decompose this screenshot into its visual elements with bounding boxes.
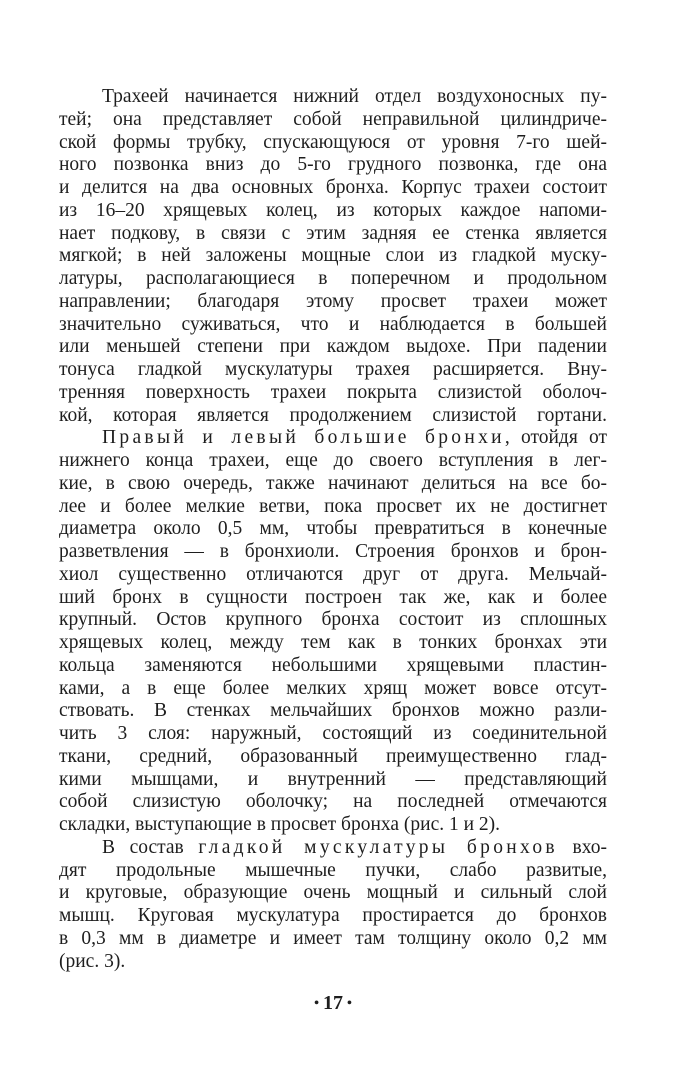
- text-line: [59, 268, 607, 291]
- text-segment: (рис. 3).: [59, 950, 126, 972]
- text-segment: дят продольные мышечные пучки, слабо развитые,: [59, 859, 607, 881]
- text-segment: ший бронх в сущности построен так же, как и более: [59, 586, 607, 608]
- text-line: [59, 336, 607, 359]
- page-text: [59, 86, 607, 973]
- text-line: [59, 245, 607, 268]
- text-segment: вхо-: [557, 836, 607, 858]
- text-line: [59, 814, 607, 837]
- text-line: [59, 541, 607, 564]
- text-segment: латуры, располагающиеся в поперечном и продольном: [59, 268, 607, 289]
- text-line: [59, 928, 607, 951]
- text-segment: ного позвонка вниз до 5-го грудного позвонка, где она: [59, 154, 607, 176]
- text-segment: лее и более мелкие ветви, пока просвет их не достигнет: [59, 495, 607, 517]
- text-line: [59, 359, 607, 382]
- text-segment: мышц. Круговая мускулатура простирается до бронхов: [59, 905, 607, 926]
- text-segment: мягкой; в ней заложены мощные слои из гладкой муску-: [59, 245, 607, 267]
- text-line: [59, 109, 607, 132]
- text-line: [59, 769, 607, 792]
- text-line: [59, 496, 607, 519]
- text-line: [59, 314, 607, 337]
- text-segment: чить 3 слоя: наружный, состоящий из соединительной: [59, 723, 607, 744]
- text-segment: кими мышцами, и внутренний — представляющий: [59, 768, 607, 790]
- text-segment: разветвления — в бронхиоли. Строения бронхов и брон-: [59, 541, 607, 562]
- text-line: [59, 450, 607, 473]
- letterspaced-text: Правый и левый большие бронхи: [102, 427, 505, 449]
- footer-bullet-right-icon: •: [347, 996, 352, 1011]
- text-segment: диаметра около 0,5 мм, чтобы превратиться в конечные: [59, 518, 607, 540]
- text-line: [59, 655, 607, 678]
- text-segment: значительно суживаться, что и наблюдается в большей: [59, 313, 607, 335]
- text-line: [59, 837, 607, 860]
- text-segment: или меньшей степени при каждом выдохе. При падении: [59, 336, 607, 358]
- page-number: [59, 991, 607, 1016]
- text-line: [59, 427, 607, 450]
- text-line: [59, 700, 607, 723]
- text-segment: и делится на два основных бронха. Корпус трахеи состоит: [59, 177, 607, 198]
- text-segment: в 0,3 мм в диаметре и имеет там толщину около 0,2 мм: [59, 927, 607, 949]
- text-segment: тей; она представляет собой неправильной цилиндриче-: [59, 108, 607, 130]
- text-segment: крупный. Остов крупного бронха состоит из сплошных: [59, 609, 607, 631]
- text-line: [59, 632, 607, 655]
- text-line: [59, 882, 607, 905]
- text-line: [59, 154, 607, 177]
- text-segment: направлении; благодаря этому просвет трахеи может: [59, 290, 607, 312]
- text-segment: ткани, средний, образованный преимущественно глад-: [59, 745, 607, 767]
- text-segment: ской формы трубку, спускающуюся от уровня 7-го шей-: [59, 131, 607, 153]
- text-line: [59, 177, 607, 200]
- text-line: [59, 905, 607, 928]
- text-segment: нижнего конца трахеи, еще до своего вступления в лег-: [59, 450, 607, 471]
- text-segment: хиол существенно отличаются друг от друга. Мельчай-: [59, 563, 607, 585]
- text-line: [59, 746, 607, 769]
- text-segment: , отойдя от: [504, 427, 607, 449]
- text-segment: и круговые, образующие очень мощный и сильный слой: [59, 882, 607, 904]
- text-line: [59, 132, 607, 155]
- text-line: [59, 200, 607, 223]
- text-line: [59, 564, 607, 587]
- text-line: [59, 609, 607, 632]
- text-line: [59, 860, 607, 883]
- text-segment: ками, а в еще более мелких хрящ может вовсе отсут-: [59, 677, 607, 699]
- text-segment: нает подкову, в связи с этим задняя ее стенка является: [59, 222, 607, 244]
- text-segment: складки, выступающие в просвет бронха (рис. 1 и 2).: [59, 814, 501, 835]
- text-line: [59, 723, 607, 746]
- text-line: [59, 223, 607, 246]
- text-segment: собой слизистую оболочку; на последней отмечаются: [59, 791, 607, 813]
- footer-bullet-left-icon: •: [314, 996, 319, 1011]
- text-line: [59, 291, 607, 314]
- text-line: [59, 473, 607, 496]
- text-segment: кой, которая является продолжением слизистой гортани.: [59, 404, 607, 426]
- text-segment: из 16–20 хрящевых колец, из которых каждое напоми-: [59, 199, 607, 221]
- text-line: [59, 518, 607, 541]
- text-segment: ствовать. В стенках мельчайших бронхов можно разли-: [59, 700, 607, 722]
- text-line: [59, 405, 607, 428]
- text-line: [59, 791, 607, 814]
- text-line: [59, 678, 607, 701]
- text-segment: В состав: [102, 836, 199, 858]
- text-segment: хрящевых колец, между тем как в тонких бронхах эти: [59, 632, 607, 653]
- text-line: [59, 587, 607, 610]
- text-line: [59, 86, 607, 109]
- text-segment: кольца заменяются небольшими хрящевыми пластин-: [59, 654, 607, 676]
- text-line: [59, 382, 607, 405]
- text-segment: тонуса гладкой мускулатуры трахея расширяется. Вну-: [59, 359, 607, 380]
- text-segment: кие, в свою очередь, также начинают делиться на все бо-: [59, 472, 607, 494]
- page-number-value: 17: [323, 992, 343, 1014]
- text-segment: тренняя поверхность трахеи покрыта слизистой оболоч-: [59, 381, 607, 403]
- text-line: [59, 951, 607, 974]
- letterspaced-text: гладкой мускулатуры бронхов: [198, 836, 558, 858]
- text-segment: Трахеей начинается нижний отдел воздухоносных пу-: [102, 86, 607, 107]
